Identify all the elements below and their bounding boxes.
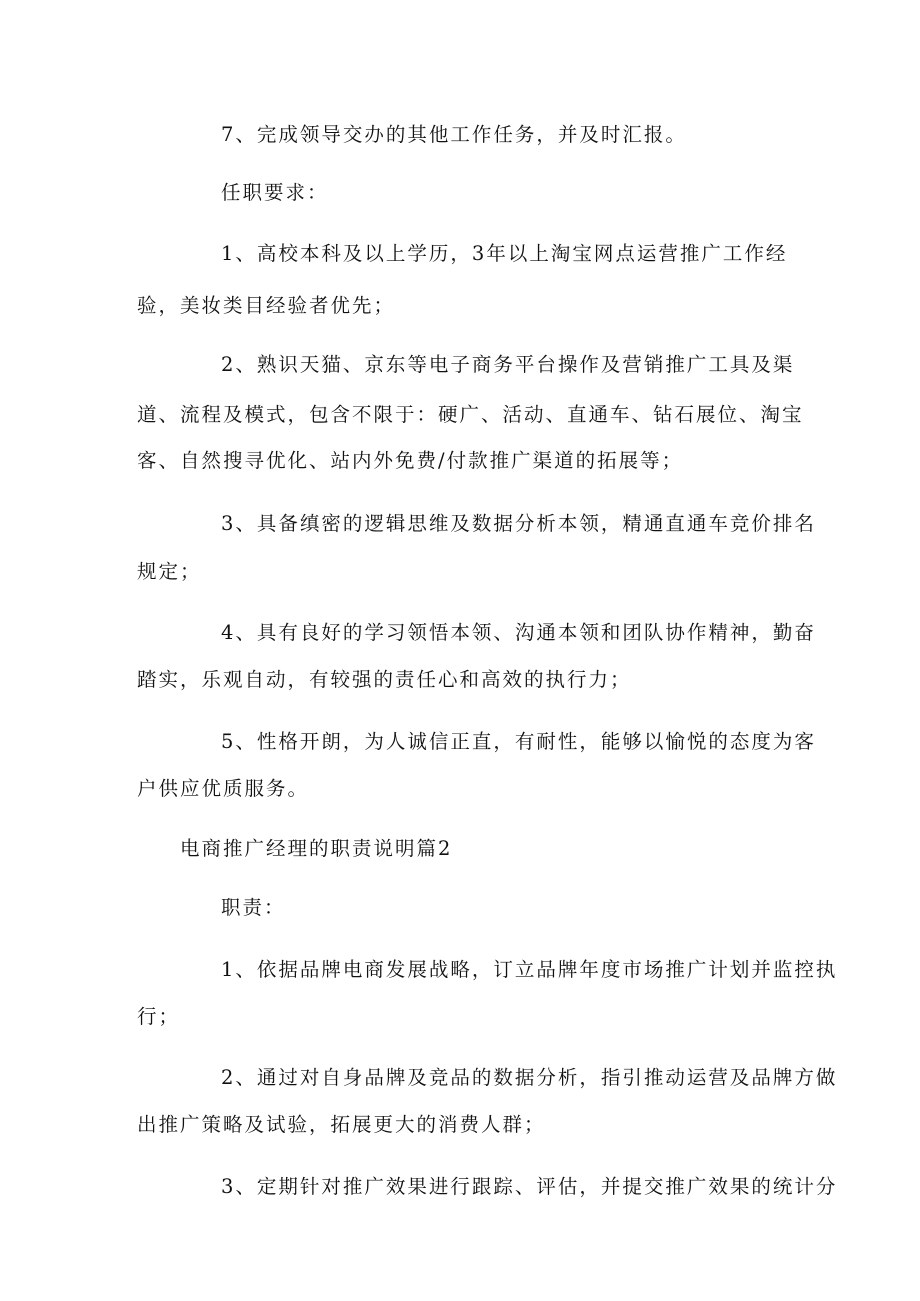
section-heading-part-2: 电商推广经理的职责说明篇2 xyxy=(180,837,453,860)
requirement-1-line-1: 1、高校本科及以上学历，3年以上淘宝网点运营推广工作经 xyxy=(221,242,788,265)
duty-1-line-1: 1、依据品牌电商发展战略，订立品牌年度市场推广计划并监控执 xyxy=(221,958,838,981)
requirement-3-line-1: 3、具备缜密的逻辑思维及数据分析本领，精通直通车竞价排名 xyxy=(221,512,816,535)
duty-2-line-2: 出推广策略及试验，拓展更大的消费人群； xyxy=(137,1113,546,1136)
requirement-2-line-1: 2、熟识天猫、京东等电子商务平台操作及营销推广工具及渠 xyxy=(221,353,795,376)
duty-1-line-2: 行； xyxy=(137,1005,181,1028)
paragraph-task-7: 7、完成领导交办的其他工作任务，并及时汇报。 xyxy=(221,123,687,146)
requirement-4-line-1: 4、具有良好的学习领悟本领、沟通本领和团队协作精神，勤奋 xyxy=(221,621,816,644)
requirement-2-line-2: 道、流程及模式，包含不限于：硬广、活动、直通车、钻石展位、淘宝 xyxy=(137,403,804,426)
section-label-requirements: 任职要求： xyxy=(221,181,329,204)
section-label-duties: 职责： xyxy=(221,896,286,919)
requirement-4-line-2: 踏实，乐观自动，有较强的责任心和高效的执行力； xyxy=(137,668,632,691)
duty-2-line-1: 2、通过对自身品牌及竞品的数据分析，指引推动运营及品牌方做 xyxy=(221,1066,838,1089)
requirement-1-line-2: 验，美妆类目经验者优先； xyxy=(137,294,396,317)
duty-3-line-1: 3、定期针对推广效果进行跟踪、评估，并提交推广效果的统计分 xyxy=(221,1175,838,1198)
requirement-5-line-1: 5、性格开朗，为人诚信正直，有耐性，能够以愉悦的态度为客 xyxy=(221,730,816,753)
requirement-3-line-2: 规定； xyxy=(137,560,202,583)
requirement-5-line-2: 户供应优质服务。 xyxy=(137,777,310,800)
requirement-2-line-3: 客、自然搜寻优化、站内外免费/付款推广渠道的拓展等； xyxy=(137,449,684,472)
